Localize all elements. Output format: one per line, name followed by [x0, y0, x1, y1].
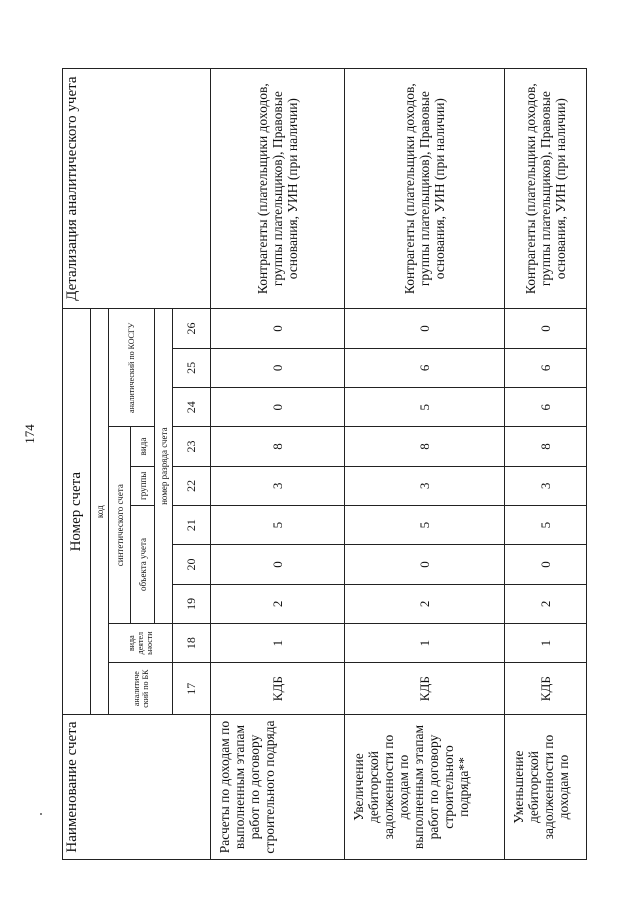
row-value: 3	[211, 466, 345, 505]
row-value: 5	[505, 506, 587, 545]
header-code: код	[91, 309, 109, 715]
digit-20: 20	[173, 545, 211, 584]
row-value: 0	[505, 309, 587, 348]
row-value: 0	[211, 309, 345, 348]
table-row	[211, 69, 345, 860]
digit-26: 26	[173, 309, 211, 348]
row-value: 0	[345, 309, 505, 348]
page-number: 174	[22, 424, 37, 444]
row-value: 5	[211, 506, 345, 545]
row-detail: Контрагенты (плательщики доходов, группы плательщиков), Правовые основания, УИН (при наличии)	[345, 69, 505, 309]
row-value: 2	[345, 584, 505, 623]
row-name: Увеличение дебиторской задолженности по доходам по выполненным этапам работ по договору строительного подряда**	[345, 715, 505, 860]
header-analytical-kosgu: аналитический по КОСГУ	[109, 309, 155, 427]
row-value: 0	[211, 348, 345, 387]
row-value: 8	[211, 427, 345, 466]
row-value: 6	[345, 348, 505, 387]
digit-25: 25	[173, 348, 211, 387]
row-value: 0	[505, 545, 587, 584]
digit-24: 24	[173, 388, 211, 427]
table-row	[345, 69, 505, 860]
header-kind: вида	[131, 427, 155, 466]
row-value: 1	[345, 623, 505, 662]
row-value: 0	[211, 388, 345, 427]
row-value: КДБ	[505, 663, 587, 715]
digit-23: 23	[173, 427, 211, 466]
row-value: 6	[505, 388, 587, 427]
row-value: 5	[345, 506, 505, 545]
digit-21: 21	[173, 506, 211, 545]
row-value: 2	[211, 584, 345, 623]
header-detail: Детализация аналитического учета	[63, 69, 211, 309]
header-object: объекта учета	[131, 506, 155, 624]
row-name: Уменьшение дебиторской задолженности по доходам по	[505, 715, 587, 860]
row-value: КДБ	[345, 663, 505, 715]
row-value: 1	[211, 623, 345, 662]
header-analytical-bk: аналитиче ский по БК	[109, 663, 173, 715]
row-value: 1	[505, 623, 587, 662]
digit-17: 17	[173, 663, 211, 715]
row-detail: Контрагенты (плательщики доходов, группы плательщиков), Правовые основания, УИН (при наличии)	[505, 69, 587, 309]
row-value: 2	[505, 584, 587, 623]
row-value: 8	[505, 427, 587, 466]
rotated-table-wrapper	[62, 68, 586, 860]
header-activity-type: вида деятел ьности	[109, 623, 173, 662]
header-name: Наименование счета	[63, 715, 211, 860]
row-detail: Контрагенты (плательщики доходов, группы плательщиков), Правовые основания, УИН (при наличии)	[211, 69, 345, 309]
row-value: 3	[345, 466, 505, 505]
row-value: КДБ	[211, 663, 345, 715]
row-name: Расчеты по доходам по выполненным этапам работ по договору строительного подряда	[211, 715, 345, 860]
digit-18: 18	[173, 623, 211, 662]
header-group: группы	[131, 466, 155, 505]
accounts-table	[62, 68, 587, 860]
scan-speck	[40, 813, 42, 815]
row-value: 8	[345, 427, 505, 466]
row-value: 0	[345, 545, 505, 584]
row-value: 5	[345, 388, 505, 427]
header-account-number: Номер счета	[63, 309, 91, 715]
digit-19: 19	[173, 584, 211, 623]
row-value: 6	[505, 348, 587, 387]
table-row	[505, 69, 587, 860]
row-value: 0	[211, 545, 345, 584]
digit-22: 22	[173, 466, 211, 505]
row-value: 3	[505, 466, 587, 505]
header-digit-number: номер разряда счета	[155, 309, 173, 624]
header-synthetic: синтетического счета	[109, 427, 131, 624]
